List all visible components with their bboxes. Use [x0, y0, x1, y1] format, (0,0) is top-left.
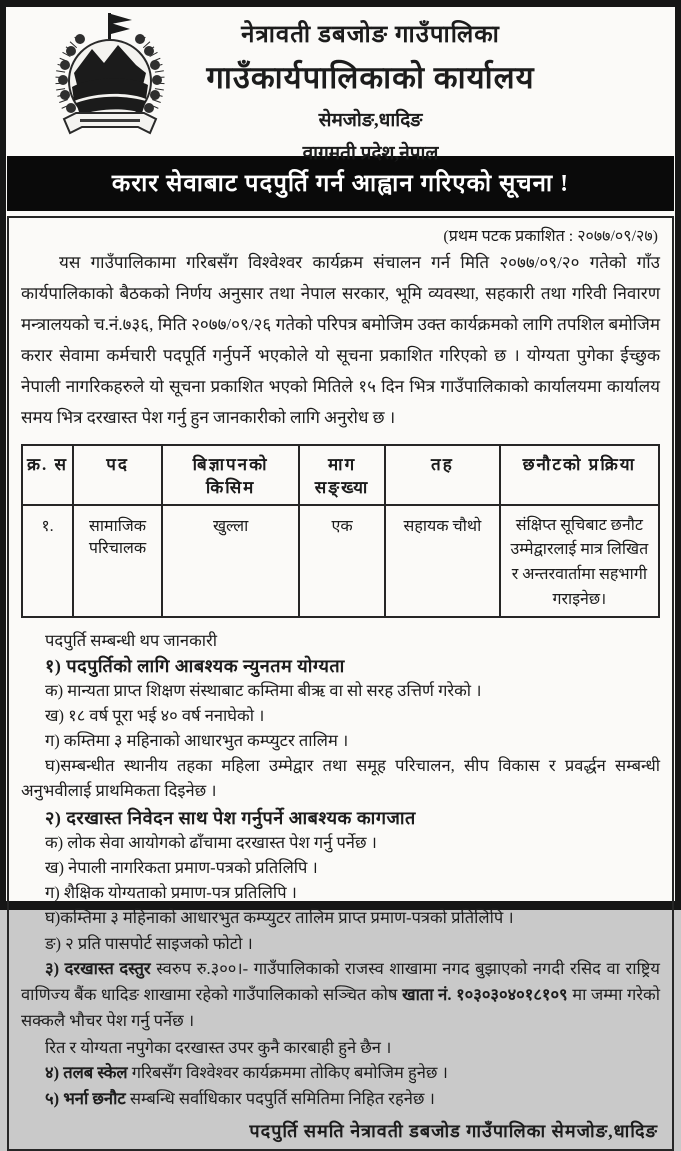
nepal-emblem-icon [46, 11, 174, 153]
municipality-name: नेत्रावती डबजोङ गाउँपालिका [241, 22, 500, 48]
section3-text-after-account: मा जम्मा गरेको सक्कलै भौचर पेश गर्नु पर्नेछ । [21, 984, 660, 1031]
office-name: गाउँकार्यपालिकाको कार्यालय [206, 60, 535, 95]
section5-bold-lead: भर्ना छनौट [63, 1089, 126, 1109]
section4-number: ४) [45, 1062, 64, 1082]
more-info-title: पदपुर्ति सम्बन्धी थप जानकारी [45, 630, 218, 650]
section3-text-before-account: स्वरुप रु.३००।- गाउँपालिकाको राजस्व शाखामा नगद बुझाएको नगदी रसिद वा राष्ट्रिय वाणिज्य बैंक धादिङ शाखामा रहेको गाउँपालिकाको सञ्चित कोष [21, 958, 660, 1004]
section5-number: ५) [45, 1089, 64, 1109]
section3-number: ३) [45, 958, 65, 978]
section2-item-ga: ग) शैक्षिक योग्यताको प्रमाण-पत्र प्रतिलिपि । [45, 883, 297, 903]
office-address: सेमजोङ,धादिङ [318, 110, 423, 131]
cell-demand-count: एक [299, 505, 385, 617]
section4-text: गरिबसँग विश्वेश्वर कार्यक्रममा तोकिए बमोजिम हुनेछ । [127, 1062, 448, 1082]
section1-item-gha: घ)सम्बन्धीत स्थानीय तहका महिला उम्मेद्वार तथा समूह परिचालन, सीप विकास र प्रवर्द्धन सम्बन्धी अनुभवीलाई प्राथमिकता दिइनेछ । [21, 756, 660, 801]
table-header-row [22, 445, 659, 505]
bank-account-number: खाता नं. १०३०३०४०१८१०९ [402, 984, 568, 1004]
signature-line: पदपुर्ति समति नेत्रावती डबजोड गाउँपालिका सेमजोङ,धादिङ [249, 1120, 658, 1141]
section1-item-ka: क) मान्यता प्राप्त शिक्षण संस्थाबाट कम्तिमा बीऋ वा सो सरह उत्तिर्ण गरेको । [45, 680, 482, 700]
col-header-demand-count: माग सङ्ख्या [299, 445, 385, 505]
section3-bold-lead: दरखास्त दस्तुर [64, 958, 151, 978]
col-header-level: तह [385, 445, 500, 505]
section5-paragraph [21, 1086, 660, 1112]
publication-date: (प्रथम पटक प्रकाशित : २०७७/०९/२७) [443, 228, 658, 245]
section3-note: रित र योग्यता नपुगेका दरखास्त उपर कुनै कारबाही हुने छैन । [45, 1037, 392, 1057]
section2-item-ka: क) लोक सेवा आयोगको ढाँचामा दरखास्त पेश गर्नु पर्नेछ । [45, 833, 377, 853]
section1-item-ga: ग) कम्तिमा ३ महिनाको आधारभुत कम्प्युटर तालिम । [45, 730, 349, 750]
cell-level: सहायक चौथो [385, 505, 500, 617]
section4-bold-lead: तलब स्केल [63, 1062, 128, 1082]
notice-body-frame [7, 216, 674, 1151]
section1-item-kha: ख) १८ वर्ष पूरा भई ४० वर्ष ननाघेको । [45, 705, 265, 725]
col-header-advert-type: बिज्ञापनको किसिम [162, 445, 299, 505]
table-row [22, 505, 659, 617]
section2-heading: २) दरखास्त निवेदन साथ पेश गर्नुपर्ने आबश्यक कागजात [45, 808, 416, 829]
cell-advert-type: खुल्ला [162, 505, 299, 617]
section4-paragraph [21, 1060, 660, 1086]
office-province: वागमती प्रदेश,नेपाल [302, 143, 439, 164]
intro-paragraph: यस गाउँपालिकामा गरिबसँग विश्वेश्वर कार्यक्रम संचालन गर्न मिति २०७७/०९/२० गतेको गाँउ कार्यपालिकाको बैठकको निर्णय अनुसार तथा नेपाल सरकार, भूमि व्यवस्था, सहकारी तथा गरिवी निवारण मन्त्रालयको च.नं.७३६, मिति २०७७/०९/२६ गतेको परिपत्र बमोजिम उक्त कार्यक्रमको लागि तपशिल बमोजिम करार सेवामा कर्मचारी पदपूर्ति गर्नुपर्ने भएकोले यो सूचना प्रकाशित गरिएको छ । योग्यता पुगेका ईच्छुक नेपाली नागरिकहरुले यो सूचना प्रकाशित भएको मितिले १५ दिन भित्र गाउँपालिकाको कार्यालयमा कार्यालय समय भित्र दरखास्त पेश गर्नु हुन जानकारीको लागि अनुरोध छ । [21, 253, 660, 427]
notice-sheet [6, 7, 675, 1141]
letterhead [6, 7, 675, 164]
cell-position: सामाजिक परिचालक [73, 505, 162, 617]
section2-item-gha: घ)कम्तिमा ३ महिनाको आधारभुत कम्प्युटर तालिम प्राप्त प्रमाण-पत्रको प्रतिलिपि । [45, 908, 514, 928]
section2-item-kha: ख) नेपाली नागरिकता प्रमाण-पत्रको प्रतिलिपि । [45, 858, 318, 878]
section1-heading: १) पदपुर्तिको लागि आबश्यक न्युनतम योग्यता [45, 655, 345, 676]
section3-paragraph [21, 956, 660, 1035]
notice-title-banner: करार सेवाबाट पदपुर्ति गर्न आह्वान गरिएको सूचना ! [7, 156, 674, 211]
vacancy-table [21, 444, 660, 618]
cell-selection-process: संक्षिप्त सूचिबाट छनौट उम्मेद्वारलाई मात्र लिखित र अन्तरवार्तामा सहभागी गराइनेछ। [500, 505, 659, 617]
col-header-selection-process: छनौटको प्रक्रिया [500, 445, 659, 505]
section2-item-nga: ङ) २ प्रति पासपोर्ट साइजको फोटो । [45, 933, 253, 953]
cell-serial: १. [22, 505, 73, 617]
col-header-position: पद [73, 445, 162, 505]
col-header-serial: क्र. स [22, 445, 73, 505]
section5-text: सम्बन्धि सर्वाधिकार पदपुर्ति समितिमा निहित रहनेछ । [125, 1089, 435, 1109]
